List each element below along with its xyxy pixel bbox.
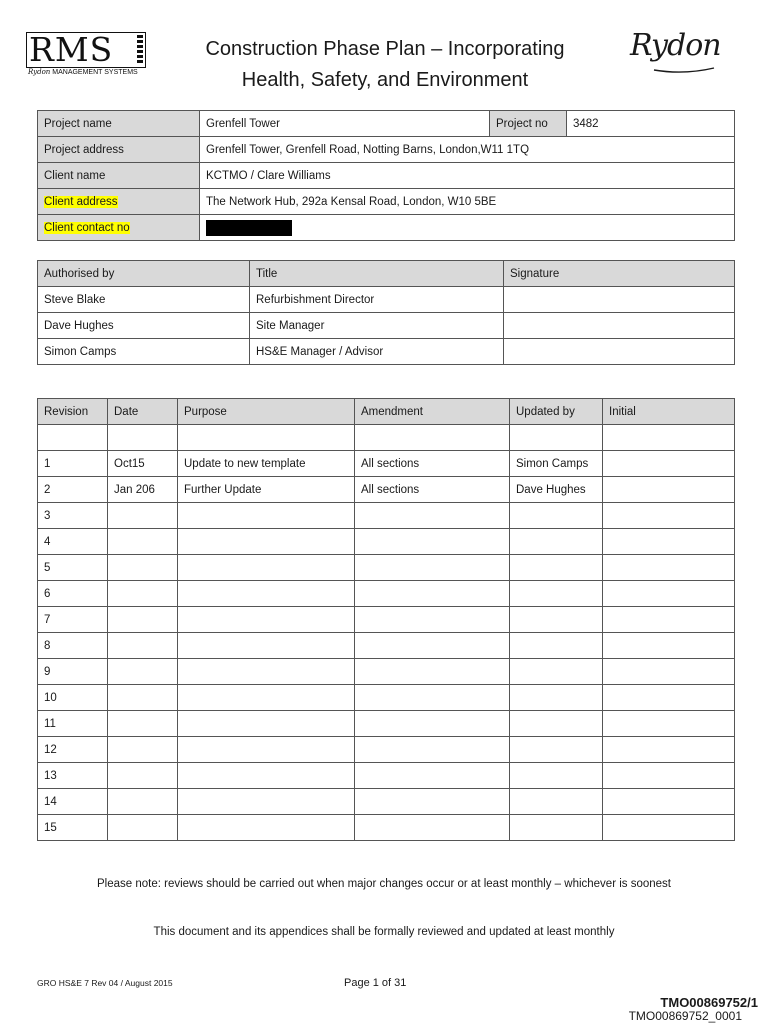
client-contact-label-cell [38, 215, 200, 241]
date-cell [108, 711, 178, 737]
updated-by-cell [510, 425, 603, 451]
table-row [38, 607, 735, 633]
amendment-cell [355, 763, 510, 789]
purpose-cell [178, 711, 355, 737]
updated-by-header: Updated by [510, 399, 603, 425]
initial-header: Initial [603, 399, 735, 425]
updated-by-cell [510, 659, 603, 685]
purpose-cell [178, 529, 355, 555]
table-row [38, 529, 735, 555]
date-cell [108, 737, 178, 763]
initial-cell [603, 659, 735, 685]
revision-cell: 4 [38, 529, 108, 555]
amendment-cell [355, 633, 510, 659]
purpose-cell [178, 607, 355, 633]
client-address-value: The Network Hub, 292a Kensal Road, London, W10 5BE [200, 189, 735, 215]
amendment-cell [355, 815, 510, 841]
purpose-cell [178, 581, 355, 607]
revision-cell: 6 [38, 581, 108, 607]
authorised-title: Refurbishment Director [250, 287, 504, 313]
initial-cell [603, 711, 735, 737]
initial-cell [603, 503, 735, 529]
purpose-cell: Update to new template [178, 451, 355, 477]
authorised-signature [504, 287, 735, 313]
initial-cell [603, 789, 735, 815]
purpose-cell [178, 737, 355, 763]
rms-logo-box [26, 32, 146, 68]
updated-by-cell [510, 503, 603, 529]
amendment-cell [355, 685, 510, 711]
rms-logo-letters: RMS [29, 30, 114, 69]
updated-by-cell [510, 763, 603, 789]
table-row [38, 215, 735, 241]
revision-table [37, 398, 735, 841]
initial-cell [603, 633, 735, 659]
revision-cell: 10 [38, 685, 108, 711]
revision-cell: 8 [38, 633, 108, 659]
date-cell [108, 581, 178, 607]
updated-by-cell [510, 633, 603, 659]
revision-cell: 9 [38, 659, 108, 685]
table-header-row [38, 261, 735, 287]
revision-header: Revision [38, 399, 108, 425]
initial-cell [603, 763, 735, 789]
amendment-cell [355, 737, 510, 763]
authorised-name: Simon Camps [38, 339, 250, 365]
date-cell: Oct15 [108, 451, 178, 477]
table-row [38, 763, 735, 789]
updated-by-cell [510, 711, 603, 737]
date-header: Date [108, 399, 178, 425]
purpose-header: Purpose [178, 399, 355, 425]
authorised-by-header: Authorised by [38, 261, 250, 287]
document-title [160, 34, 610, 96]
signature-header: Signature [504, 261, 735, 287]
date-cell [108, 529, 178, 555]
table-row [38, 287, 735, 313]
revision-cell: 14 [38, 789, 108, 815]
purpose-cell [178, 659, 355, 685]
authorised-title: HS&E Manager / Advisor [250, 339, 504, 365]
rms-logo-subtitle [28, 68, 138, 76]
client-contact-label: Client contact no [44, 221, 130, 234]
purpose-cell [178, 555, 355, 581]
authorised-signature [504, 313, 735, 339]
film-strip-icon [137, 35, 143, 65]
updated-by-cell: Simon Camps [510, 451, 603, 477]
table-row [38, 451, 735, 477]
title-header: Title [250, 261, 504, 287]
initial-cell [603, 607, 735, 633]
client-address-label: Client address [44, 195, 118, 208]
table-row [38, 737, 735, 763]
authorised-table [37, 260, 735, 365]
purpose-cell [178, 633, 355, 659]
amendment-cell [355, 425, 510, 451]
purpose-cell [178, 789, 355, 815]
project-name-label: Project name [38, 111, 200, 137]
rms-logo [26, 32, 146, 80]
formal-review-note: This document and its appendices shall be formally reviewed and updated at least monthly [153, 926, 615, 938]
page-number: Page 1 of 31 [344, 977, 407, 989]
table-row [38, 633, 735, 659]
rms-logo-script: Rydon [28, 68, 51, 76]
title-line-2: Health, Safety, and Environment [241, 69, 529, 91]
updated-by-cell [510, 789, 603, 815]
authorised-name: Dave Hughes [38, 313, 250, 339]
updated-by-cell [510, 529, 603, 555]
table-row [38, 503, 735, 529]
amendment-header: Amendment [355, 399, 510, 425]
revision-cell: 15 [38, 815, 108, 841]
client-name-value: KCTMO / Clare Williams [200, 163, 735, 189]
date-cell [108, 607, 178, 633]
project-no-value: 3482 [567, 111, 735, 137]
table-row [38, 581, 735, 607]
revision-cell: 1 [38, 451, 108, 477]
table-row [38, 137, 735, 163]
client-address-label-cell [38, 189, 200, 215]
updated-by-cell [510, 685, 603, 711]
date-cell [108, 633, 178, 659]
review-note: Please note: reviews should be carried out when major changes occur or at least monthly – whichever is soonest [96, 878, 672, 890]
bates-stamp: TMO00869752/1 [660, 995, 758, 1010]
rydon-logo-swash [652, 66, 716, 74]
amendment-cell: All sections [355, 451, 510, 477]
table-row [38, 111, 735, 137]
updated-by-cell [510, 555, 603, 581]
updated-by-cell [510, 607, 603, 633]
initial-cell [603, 737, 735, 763]
table-row [38, 425, 735, 451]
table-row [38, 189, 735, 215]
table-row [38, 659, 735, 685]
project-name-value: Grenfell Tower [200, 111, 490, 137]
initial-cell [603, 477, 735, 503]
date-cell [108, 425, 178, 451]
revision-cell: 12 [38, 737, 108, 763]
purpose-cell [178, 685, 355, 711]
amendment-cell [355, 607, 510, 633]
table-row [38, 339, 735, 365]
project-address-label: Project address [38, 137, 200, 163]
table-row [38, 685, 735, 711]
amendment-cell [355, 581, 510, 607]
revision-cell: 11 [38, 711, 108, 737]
amendment-cell [355, 789, 510, 815]
purpose-cell [178, 503, 355, 529]
updated-by-cell [510, 581, 603, 607]
revision-cell: 2 [38, 477, 108, 503]
table-row [38, 815, 735, 841]
date-cell [108, 789, 178, 815]
date-cell [108, 503, 178, 529]
initial-cell [603, 581, 735, 607]
purpose-cell [178, 763, 355, 789]
amendment-cell [355, 659, 510, 685]
document-reference: GRO HS&E 7 Rev 04 / August 2015 [37, 978, 173, 988]
table-row [38, 555, 735, 581]
amendment-cell [355, 711, 510, 737]
initial-cell [603, 555, 735, 581]
updated-by-cell [510, 737, 603, 763]
rms-logo-subtext: MANAGEMENT SYSTEMS [52, 69, 138, 76]
purpose-cell [178, 425, 355, 451]
authorised-name: Steve Blake [38, 287, 250, 313]
authorised-title: Site Manager [250, 313, 504, 339]
authorised-signature [504, 339, 735, 365]
updated-by-cell: Dave Hughes [510, 477, 603, 503]
amendment-cell [355, 503, 510, 529]
purpose-cell: Further Update [178, 477, 355, 503]
table-row [38, 313, 735, 339]
initial-cell [603, 529, 735, 555]
revision-cell: 7 [38, 607, 108, 633]
title-line-1: Construction Phase Plan – Incorporating [205, 38, 565, 60]
initial-cell [603, 815, 735, 841]
purpose-cell [178, 815, 355, 841]
table-row [38, 163, 735, 189]
date-cell [108, 685, 178, 711]
date-cell [108, 659, 178, 685]
amendment-cell [355, 555, 510, 581]
amendment-cell [355, 529, 510, 555]
updated-by-cell [510, 815, 603, 841]
revision-cell: 5 [38, 555, 108, 581]
initial-cell [603, 451, 735, 477]
table-header-row [38, 399, 735, 425]
amendment-cell: All sections [355, 477, 510, 503]
table-row [38, 789, 735, 815]
rydon-logo: Rydon [630, 28, 721, 63]
client-contact-value [200, 215, 735, 241]
table-row [38, 711, 735, 737]
revision-cell: 13 [38, 763, 108, 789]
revision-cell: 3 [38, 503, 108, 529]
revision-cell [38, 425, 108, 451]
date-cell [108, 815, 178, 841]
project-address-value: Grenfell Tower, Grenfell Road, Notting Barns, London,W11 1TQ [200, 137, 735, 163]
project-no-label: Project no [490, 111, 567, 137]
bates-stamp-secondary: TMO00869752_0001 [628, 1009, 742, 1023]
initial-cell [603, 685, 735, 711]
date-cell [108, 555, 178, 581]
project-table [37, 110, 735, 241]
date-cell: Jan 206 [108, 477, 178, 503]
client-name-label: Client name [38, 163, 200, 189]
initial-cell [603, 425, 735, 451]
date-cell [108, 763, 178, 789]
redaction-box [206, 220, 292, 236]
table-row [38, 477, 735, 503]
